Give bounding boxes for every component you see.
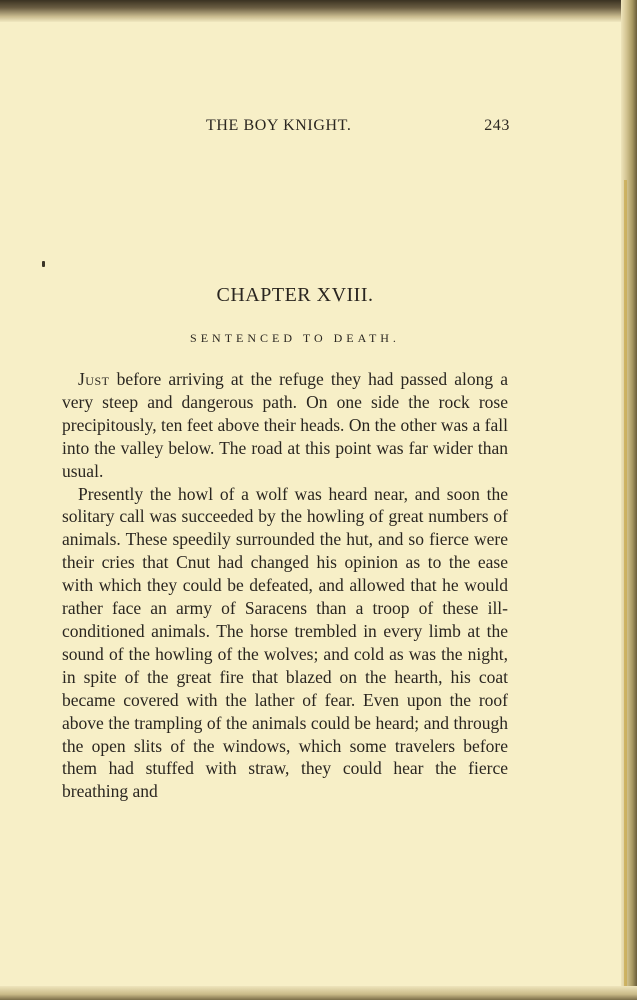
chapter-subtitle: SENTENCED TO DEATH. xyxy=(190,331,400,345)
page-top-edge xyxy=(0,0,637,22)
page-bottom-edge xyxy=(0,986,637,1000)
body-text xyxy=(62,368,508,803)
paragraph-lead-word: Just xyxy=(78,369,110,389)
ink-mark xyxy=(42,261,45,267)
paragraph-2: Presently the howl of a wolf was heard near, and soon the solitary call was succeeded by the howling of great numbers of animals. These speedily surrounded the hut, and so fierce were their cries that Cnut had changed his opinion as to the ease with which they could be defeated, and allowed that he would rather face an army of Saracens than a troop of these ill-conditioned animals. The horse trembled in every limb at the sound of the howling of the wolves; and cold as was the night, in spite of the great fire that blazed on the hearth, his coat became covered with the lather of fear. Even upon the roof above the trampling of the animals could be heard; and through the open slits of the windows, which some travelers before them had stuffed with straw, they could hear the fierce breathing and xyxy=(62,483,508,802)
binding-edge-line xyxy=(624,180,627,1000)
running-head-title: THE BOY KNIGHT. xyxy=(206,117,352,134)
chapter-title: CHAPTER XVIII. xyxy=(216,284,374,306)
page-number: 243 xyxy=(484,117,510,134)
running-head xyxy=(80,117,510,137)
paragraph-1-text: before arriving at the refuge they had passed along a very steep and dangerous path. On one side the rock rose precipitously, ten feet above their heads. On the other was a fall into the valley below. The road at this point was far wider than usual. xyxy=(62,369,508,481)
paragraph-1 xyxy=(62,368,508,483)
